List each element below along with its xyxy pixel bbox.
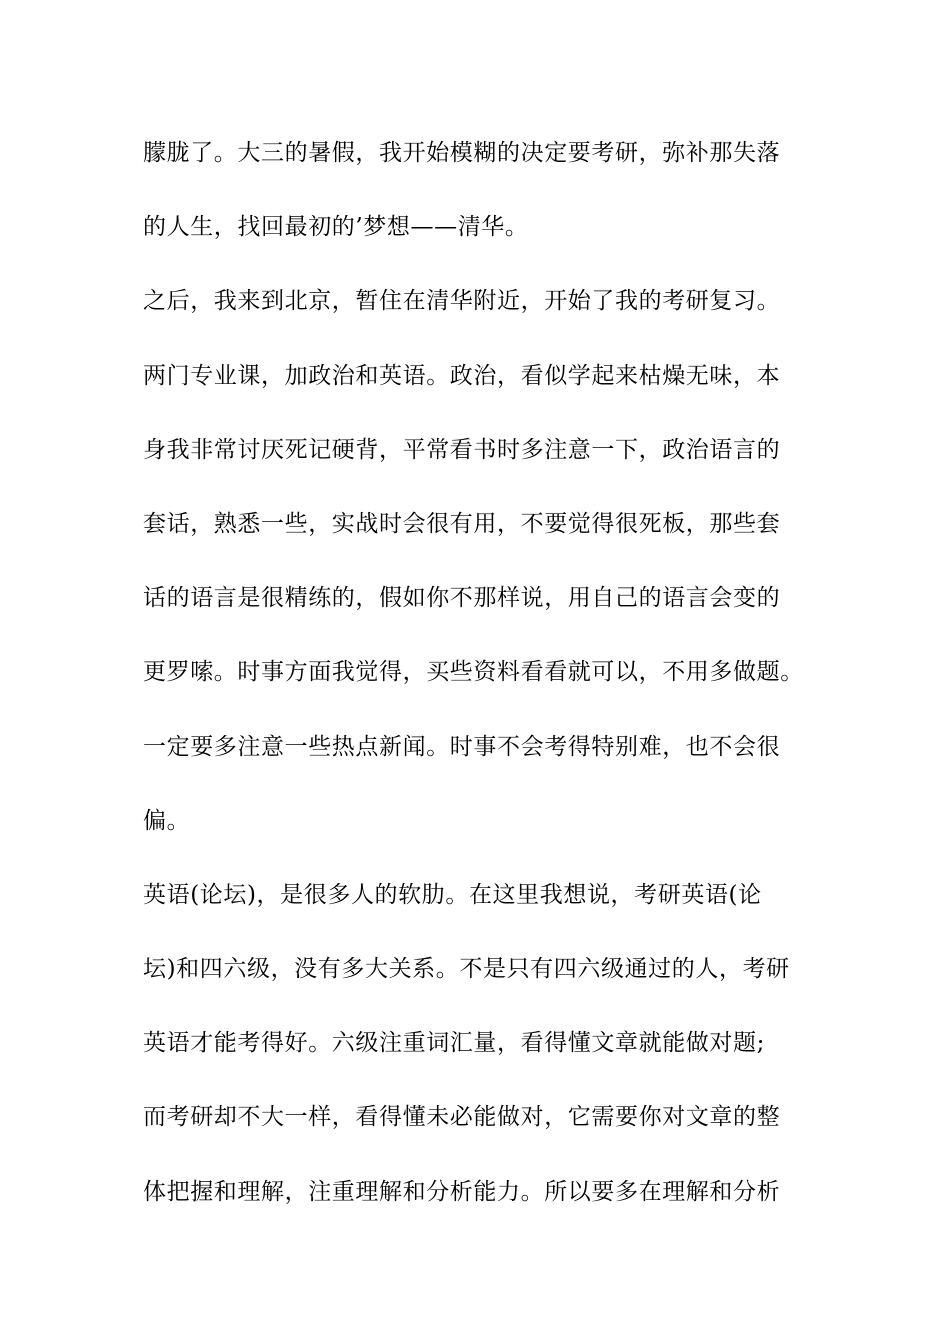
text-line: 英语才能考得好。六级注重词汇量，看得懂文章就能做对题; <box>143 1030 765 1057</box>
text-line: 两门专业课，加政治和英语。政治，看似学起来枯燥无味，本 <box>143 362 781 389</box>
text-line: 体把握和理解，注重理解和分析能力。所以要多在理解和分析 <box>143 1178 781 1205</box>
text-line: 身我非常讨厌死记硬背，平常看书时多注意一下，政治语言的 <box>143 436 781 463</box>
text-line: 一定要多注意一些热点新闻。时事不会考得特别难，也不会很 <box>143 733 781 760</box>
text-line: 英语(论坛)，是很多人的软肋。在这里我想说，考研英语(论 <box>143 881 762 908</box>
text-line: 而考研却不大一样，看得懂未必能做对，它需要你对文章的整 <box>143 1104 781 1131</box>
text-line: 坛)和四六级，没有多大关系。不是只有四六级通过的人，考研 <box>143 956 790 983</box>
text-line: 的人生，找回最初的’梦想——清华。 <box>143 214 529 241</box>
text-line: 更罗嗦。时事方面我觉得，买些资料看看就可以，不用多做题。 <box>143 659 804 686</box>
text-line: 偏。 <box>143 807 191 834</box>
text-line: 话的语言是很精练的，假如你不那样说，用自己的语言会变的 <box>143 585 781 612</box>
text-line: 朦胧了。大三的暑假，我开始模糊的决定要考研，弥补那失落 <box>143 140 781 166</box>
text-line: 之后，我来到北京，暂住在清华附近，开始了我的考研复习。 <box>143 288 781 315</box>
body-text <box>143 131 823 1244</box>
text-line: 套话，熟悉一些，实战时会很有用，不要觉得很死板，那些套 <box>143 510 781 537</box>
